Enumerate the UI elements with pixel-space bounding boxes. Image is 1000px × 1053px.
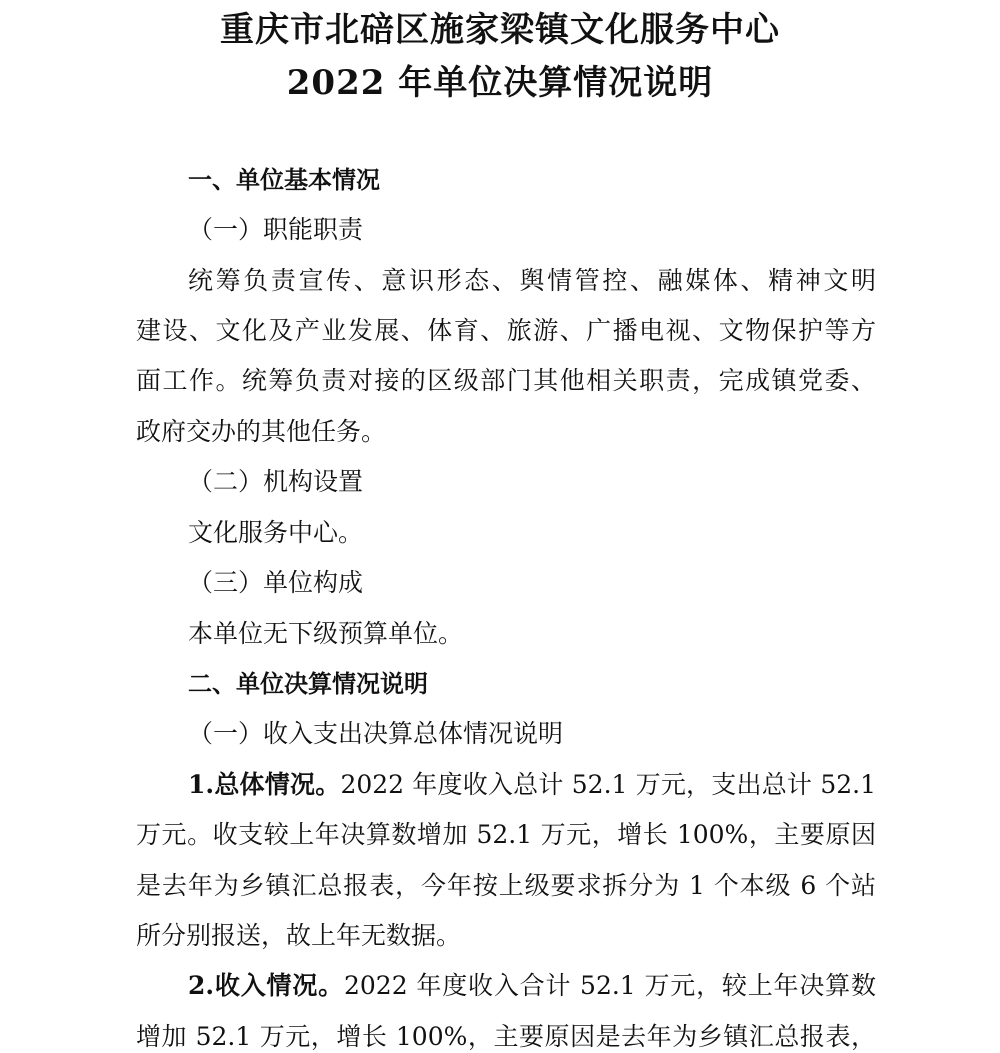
org-setup-text: 文化服务中心。 bbox=[188, 518, 364, 547]
section2-heading: 二、单位决算情况说明 bbox=[188, 670, 428, 698]
section1-sub1-heading: （一）职能职责 bbox=[188, 215, 364, 244]
section1-sub3-heading: （三）单位构成 bbox=[188, 568, 364, 597]
section2-sub1-heading: （一）收入支出决算总体情况说明 bbox=[188, 719, 564, 748]
document-title-line1: 重庆市北碚区施家梁镇文化服务中心 bbox=[220, 10, 780, 50]
overall-lead: 1.总体情况。 bbox=[188, 770, 341, 799]
income-paragraph-line: 增加 52.1 万元，增长 100%，主要原因是去年为乡镇汇总报表， bbox=[136, 1022, 876, 1051]
unit-composition-text: 本单位无下级预算单位。 bbox=[188, 619, 464, 648]
overall-paragraph-line: 所分别报送，故上年无数据。 bbox=[136, 921, 462, 950]
income-paragraph-line: 2.收入情况。2022 年度收入合计 52.1 万元，较上年决算数 bbox=[188, 971, 876, 1000]
section1-sub2-heading: （二）机构设置 bbox=[188, 467, 364, 496]
income-lead: 2.收入情况。 bbox=[188, 971, 344, 1000]
overall-paragraph-line: 1.总体情况。2022 年度收入总计 52.1 万元，支出总计 52.1 bbox=[188, 770, 876, 799]
duty-paragraph-line: 建设、文化及产业发展、体育、旅游、广播电视、文物保护等方 bbox=[136, 316, 876, 345]
document-title-line2: 2022 年单位决算情况说明 bbox=[286, 63, 714, 103]
duty-paragraph-line: 面工作。统筹负责对接的区级部门其他相关职责，完成镇党委、 bbox=[136, 366, 876, 395]
overall-paragraph-line: 是去年为乡镇汇总报表，今年按上级要求拆分为 1 个本级 6 个站 bbox=[136, 871, 876, 900]
overall-paragraph-line: 万元。收支较上年决算数增加 52.1 万元，增长 100%，主要原因 bbox=[136, 820, 876, 849]
duty-paragraph-line: 统筹负责宣传、意识形态、舆情管控、融媒体、精神文明 bbox=[188, 266, 876, 295]
duty-paragraph-line: 政府交办的其他任务。 bbox=[136, 417, 387, 446]
section1-heading: 一、单位基本情况 bbox=[188, 166, 380, 194]
